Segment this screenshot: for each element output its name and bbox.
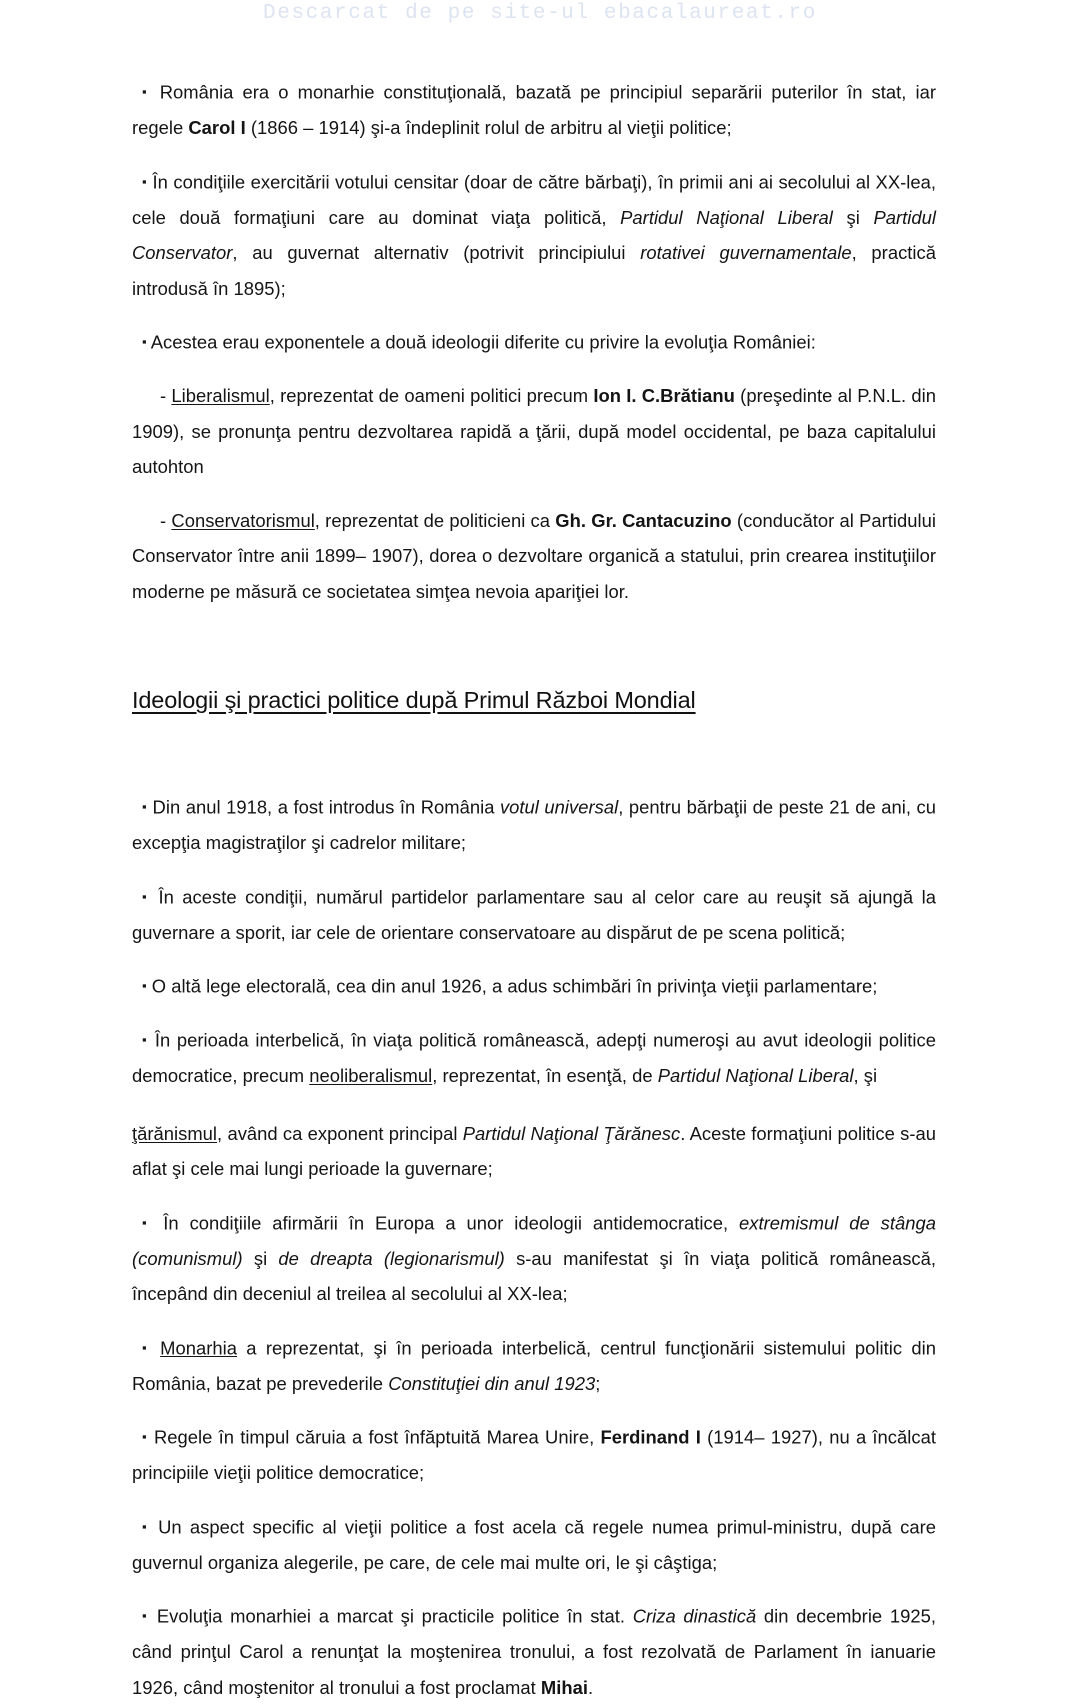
dash-marker: - [160,385,167,406]
bullet-icon: ▪ [142,799,147,814]
text-run: şi [242,1247,279,1269]
bullet-icon: ▪ [142,84,151,99]
bullet-icon: ▪ [142,978,147,993]
paragraph-primul-ministru [132,1509,936,1581]
bullet-icon: ▪ [142,173,147,189]
text-run: În condiţiile exercitării votului censitar (doar de către bărbaţi), în primii ani ai secolului al XX-lea, cele două formaţiuni care au dominat viaţa politică, [132,171,936,228]
text-run: s-au manifestat şi în viaţa politică românească, începând din deceniul al treilea al secolului al XX-lea; [132,1247,936,1304]
paragraph-conservatorismul [132,503,936,610]
text-run: , pentru bărbaţii de peste 21 de ani, cu excepţia magistraţilor şi cadrelor militare; [132,796,936,853]
text-run: În perioada interbelică, în viaţa politică românească, adepţi numeroşi au avut ideologii politice democratice, precum [132,1029,936,1086]
spacer [132,715,936,789]
paragraph-taranismul [132,1116,936,1187]
document-body [132,74,936,1705]
text-run: , şi [853,1065,878,1086]
text-run: . [588,1676,594,1698]
paragraph-criza-dinastica [132,1598,936,1705]
text-run-underline: Monarhia [160,1337,237,1358]
paragraph-lege-electorala-1926 [132,968,936,1004]
text-run-italic: Criza dinastică [632,1605,757,1627]
text-run-italic: Partidul Naţional Liberal [657,1065,854,1086]
paragraph-extremism [132,1205,936,1312]
bullet-icon: ▪ [142,1518,150,1534]
text-run: , reprezentat de politicieni ca [314,509,556,531]
text-run-underline: Liberalismul [171,385,270,406]
text-run: . Aceste formaţiuni politice s-au aflat şi cele mai lungi perioade la guvernare; [132,1122,937,1179]
text-run: (1866 – 1914) şi-a îndeplinit rolul de arbitru al vieţii politice; [245,117,732,138]
text-run: Regele în timpul căruia a fost înfăptuită Marea Unire, [153,1426,601,1448]
text-run-italic: Partidul Naţional Ţărănesc [462,1122,681,1144]
bullet-icon: ▪ [142,1339,151,1355]
paragraph-numar-partide [132,879,936,951]
text-run-bold: Gh. Gr. Cantacuzino [555,509,732,531]
bullet-icon: ▪ [142,888,150,904]
paragraph-liberalismul [132,378,936,485]
paragraph-vot-universal [132,789,936,861]
spacer [132,627,936,685]
page-watermark: Descarcat de pe site-ul ebacalaureat.ro [263,2,817,25]
bullet-icon: ▪ [142,1429,148,1444]
text-run-bold: Carol I [188,117,246,138]
text-run-italic: Constituţiei din anul 1923 [388,1372,596,1394]
text-run: Din anul 1918, a fost introdus în România [152,796,500,818]
paragraph-monarhia [132,1330,936,1402]
text-run-italic: rotativei guvernamentale [640,242,852,263]
section-heading: Ideologii şi practici politice după Primul Război Mondial [132,687,696,713]
text-run: În aceste condiţii, numărul partidelor parlamentare sau al celor care au reuşit să ajungă la guvernare a sporit, iar cele de orientare conservatoare au dispărut de pe scena politică; [132,886,937,943]
text-run-italic: Partidul Conservator [132,206,936,263]
text-run: din decembrie 1925, când prinţul Carol a renunţat la moştenirea tronului, a fost rezolvată de Parlament în ianuarie 1926, când moştenitor al tronului a fost proclamat [132,1605,936,1698]
text-run-italic: extremismul de stânga (comunismul) [132,1212,936,1269]
text-run-bold: Ion I. C.Brătianu [593,385,735,406]
text-run: Evoluţia monarhiei a marcat şi practicile politice în stat. [156,1605,633,1627]
text-run: , reprezentat de oameni politici precum [269,385,594,406]
text-run: (preşedinte al P.N.L. din 1909), se pronunţa pentru dezvoltarea rapidă a ţării, după model occidental, pe baza capitalului autohton [132,385,936,477]
paragraph-neoliberalismul [132,1022,936,1094]
text-run: (conducător al Partidului Conservator între anii 1899– 1907), dorea o dezvoltare organică a statului, prin crearea instituţiilor moderne pe măsură ce societatea simţea nevoia apariţiei lor. [132,509,936,602]
text-run: , reprezentat, în esenţă, de [432,1065,658,1086]
text-run: , având ca exponent principal [217,1122,463,1144]
text-run: , practică introdusă în 1895); [132,242,936,299]
text-run: Un aspect specific al vieţii politice a fost acela că regele numea primul-ministru, după care guvernul organiza alegerile, pe care, de cele mai multe ori, le şi câştiga; [132,1516,936,1573]
text-run: , au guvernat alternativ (potrivit principiului [232,242,641,263]
bullet-icon: ▪ [142,1032,149,1047]
dash-marker: - [160,509,167,531]
text-run-italic: Partidul Naţional Liberal [620,206,833,228]
paragraph-ferdinand [132,1419,936,1491]
text-run: ; [595,1372,601,1394]
text-run: a reprezentat, şi în perioada interbelică, centrul funcţionării sistemului politic din România, bazat pe prevederile [132,1337,937,1394]
text-run-underline: Conservatorismul [171,509,315,531]
bullet-icon: ▪ [142,1214,153,1230]
text-run: Acestea erau exponentele a două ideologii diferite cu privire la evoluţia României: [150,331,816,353]
text-run-italic: votul universal [499,796,619,818]
text-run-italic: de dreapta (legionarismul) [278,1247,505,1269]
text-run: O altă lege electorală, cea din anul 1926, a adus schimbări în privinţa vieţii parlamentare; [151,975,878,997]
text-run: România era o monarhie constituţională, bazată pe principiul separării puterilor în stat, iar regele [132,81,936,138]
bullet-icon: ▪ [142,334,147,349]
paragraph-monarhie-constitutionala [132,74,936,146]
text-run-underline: neoliberalismul [309,1065,433,1086]
text-run-bold: Mihai [540,1676,589,1698]
paragraph-doua-ideologii [132,324,936,360]
paragraph-vot-censitar [132,164,936,307]
text-run: şi [832,206,874,228]
text-run-bold: Ferdinand I [600,1426,701,1448]
bullet-icon: ▪ [142,1608,150,1623]
text-run: (1914– 1927), nu a încălcat principiile vieţii politice democratice; [132,1426,936,1483]
text-run-underline: ţărănismul [132,1122,218,1144]
text-run: În condiţiile afirmării în Europa a unor ideologii antidemocratice, [163,1212,739,1233]
